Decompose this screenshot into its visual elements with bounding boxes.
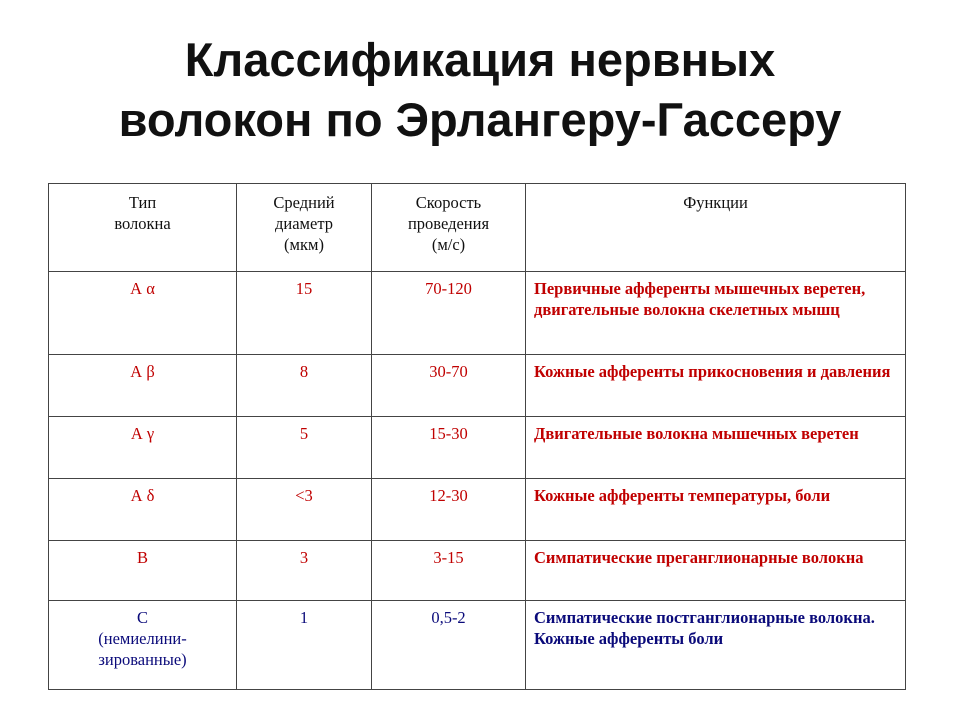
- cell-function: Первичные афференты мышечных веретен, двигательные волокна скелетных мышц: [526, 272, 906, 355]
- cell-speed: 3-15: [372, 541, 526, 601]
- header-functions: Функции: [526, 184, 906, 272]
- cell-function: Симпатические преганглионарные волокна: [526, 541, 906, 601]
- cell-diameter: 1: [237, 601, 372, 690]
- cell-fiber-type: С (немиелини- зированные): [49, 601, 237, 690]
- cell-speed: 70-120: [372, 272, 526, 355]
- table-row: [49, 479, 906, 541]
- cell-fiber-type: А γ: [49, 417, 237, 479]
- cell-fiber-type: В: [49, 541, 237, 601]
- cell-diameter: <3: [237, 479, 372, 541]
- fiber-classification-table: [48, 183, 906, 690]
- cell-function: Кожные афференты температуры, боли: [526, 479, 906, 541]
- cell-function: Двигательные волокна мышечных веретен: [526, 417, 906, 479]
- cell-function: Кожные афференты прикосновения и давления: [526, 355, 906, 417]
- table-row: [49, 541, 906, 601]
- table-header-row: [49, 184, 906, 272]
- cell-diameter: 15: [237, 272, 372, 355]
- cell-diameter: 8: [237, 355, 372, 417]
- cell-speed: 30-70: [372, 355, 526, 417]
- title-line-1: Классификация нервных: [184, 33, 776, 86]
- table-row: [49, 601, 906, 690]
- cell-diameter: 3: [237, 541, 372, 601]
- cell-speed: 15-30: [372, 417, 526, 479]
- cell-speed: 12-30: [372, 479, 526, 541]
- page-title: [0, 30, 960, 150]
- cell-speed: 0,5-2: [372, 601, 526, 690]
- header-fiber-type: Тип волокна: [49, 184, 237, 272]
- table-row: [49, 272, 906, 355]
- table-row: [49, 355, 906, 417]
- title-line-2: волокон по Эрлангеру-Гассеру: [118, 93, 842, 146]
- cell-fiber-type: А β: [49, 355, 237, 417]
- header-mean-diameter: Средний диаметр (мкм): [237, 184, 372, 272]
- cell-diameter: 5: [237, 417, 372, 479]
- cell-function: Симпатические постганглионарные волокна. Кожные афференты боли: [526, 601, 906, 690]
- table-row: [49, 417, 906, 479]
- header-conduction-speed: Скорость проведения (м/с): [372, 184, 526, 272]
- cell-fiber-type: А δ: [49, 479, 237, 541]
- cell-fiber-type: А α: [49, 272, 237, 355]
